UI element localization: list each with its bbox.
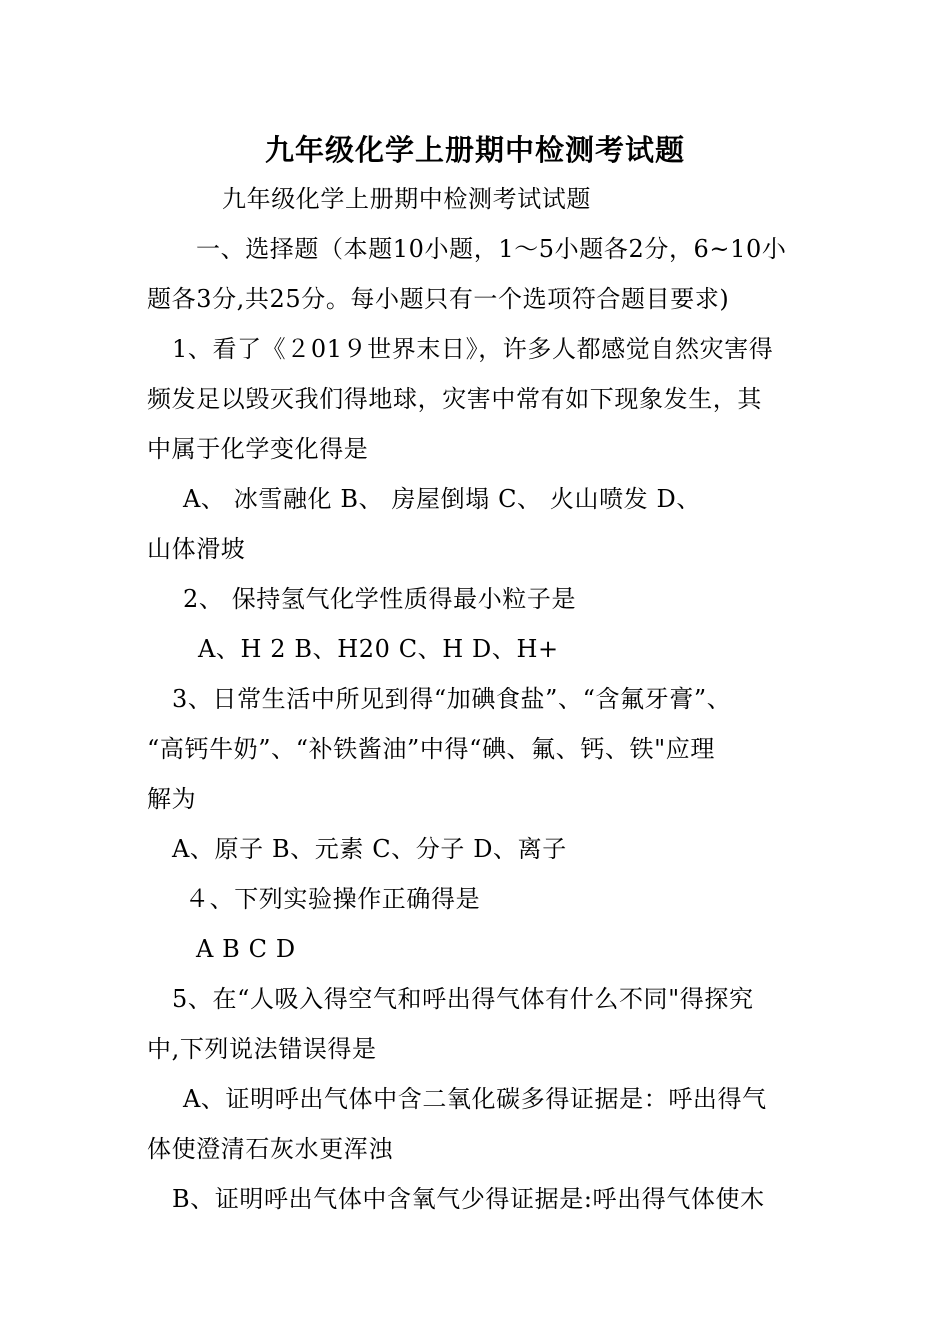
text-line: 频发足以毁灭我们得地球，灾害中常有如下现象发生，其 (147, 385, 762, 413)
text-line: 1、看了《２01９世界末日》，许多人都感觉自然灾害得 (172, 335, 774, 363)
text-line: A、原子 B、元素 C、分子 D、离子 (172, 835, 567, 863)
text-line: 3、日常生活中所见到得“加碘食盐”、“含氟牙膏”、 (172, 685, 732, 713)
text-line: 山体滑坡 (147, 535, 246, 563)
text-line: 一、选择题（本题10小题，1～5小题各2分，6~10小 (196, 235, 787, 263)
text-line: 题各3分,共25分。每小题只有一个选项符合题目要求) (147, 285, 730, 313)
document-title: 九年级化学上册期中检测考试题 (264, 133, 685, 167)
text-line: 5、在“人吸入得空气和呼出得气体有什么不同"得探究 (172, 985, 754, 1013)
text-line: ４、下列实验操作正确得是 (185, 885, 481, 913)
text-line: B、证明呼出气体中含氧气少得证据是:呼出得气体使木 (172, 1185, 765, 1213)
document-subtitle: 九年级化学上册期中检测考试试题 (222, 185, 591, 213)
text-line: A、H 2 B、H20 C、H D、H+ (198, 635, 559, 663)
text-line: 解为 (147, 785, 197, 813)
text-line: 中属于化学变化得是 (147, 435, 369, 463)
text-line: “高钙牛奶”、“补铁酱油”中得“碘、氟、钙、铁"应理 (147, 735, 715, 763)
text-line: A B C D (196, 935, 296, 963)
text-line: A、证明呼出气体中含二氧化碳多得证据是：呼出得气 (183, 1085, 767, 1113)
text-line: 2、 保持氢气化学性质得最小粒子是 (183, 585, 577, 613)
text-line: 中,下列说法错误得是 (147, 1035, 377, 1063)
text-line: 体使澄清石灰水更浑浊 (147, 1135, 393, 1163)
text-line: A、 冰雪融化 B、 房屋倒塌 C、 火山喷发 D、 (183, 485, 701, 513)
